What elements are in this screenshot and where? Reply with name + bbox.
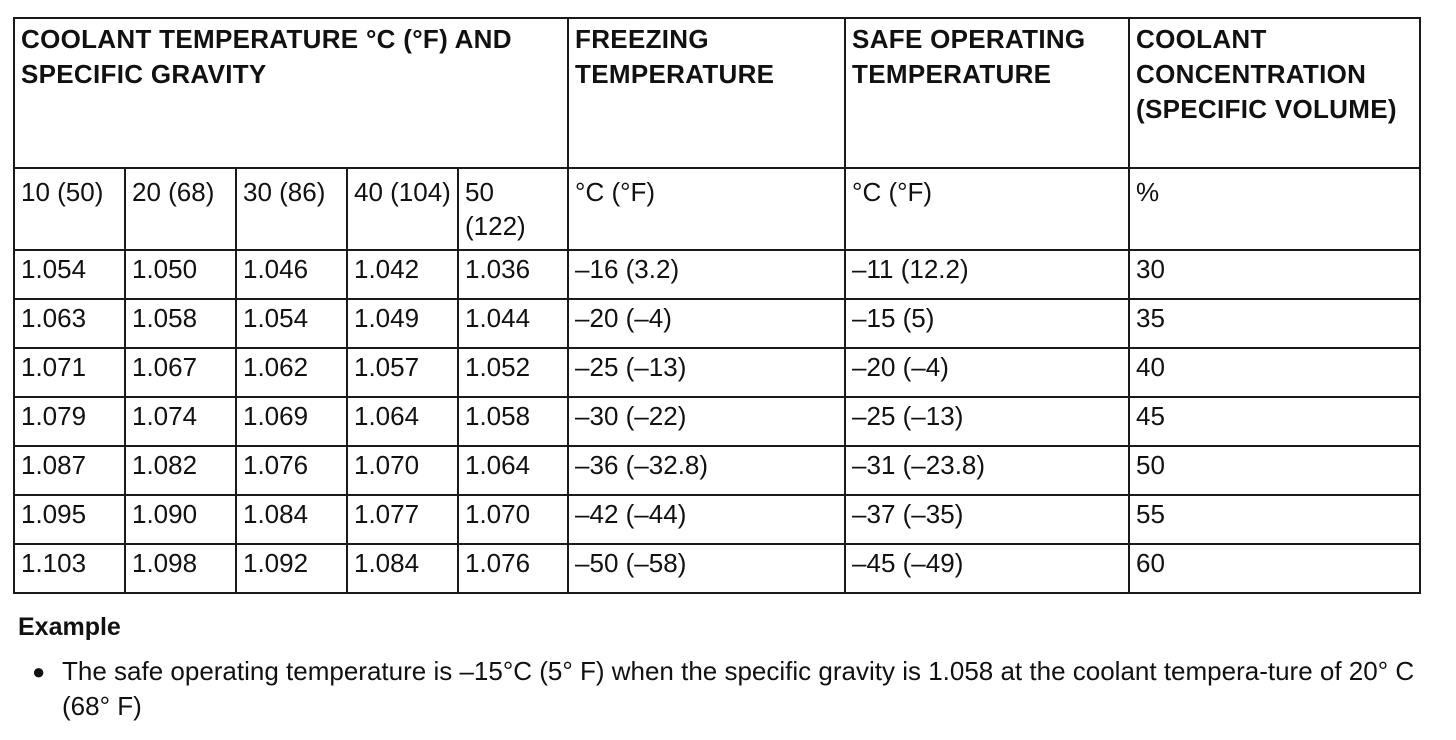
table-cell: 1.070 xyxy=(347,446,458,495)
table-cell: 1.046 xyxy=(236,250,347,299)
table-cell: 55 xyxy=(1129,495,1420,544)
table-cell: 1.098 xyxy=(125,544,236,593)
table-cell: 1.095 xyxy=(14,495,125,544)
table-row xyxy=(14,495,1420,544)
table-cell: –25 (–13) xyxy=(568,348,845,397)
unit-cell: % xyxy=(1129,168,1420,250)
table-cell: 1.067 xyxy=(125,348,236,397)
table-cell: –37 (–35) xyxy=(845,495,1129,544)
header-gravity: COOLANT TEMPERATURE °C (°F) AND SPECIFIC GRAVITY xyxy=(14,18,568,168)
unit-cell: 20 (68) xyxy=(125,168,236,250)
table-cell: 1.063 xyxy=(14,299,125,348)
table-cell: 1.084 xyxy=(236,495,347,544)
table-cell: –20 (–4) xyxy=(568,299,845,348)
unit-cell: °C (°F) xyxy=(845,168,1129,250)
table-cell: –50 (–58) xyxy=(568,544,845,593)
table-cell: 1.071 xyxy=(14,348,125,397)
table-cell: 1.062 xyxy=(236,348,347,397)
example-text: The safe operating temperature is –15°C (5° F) when the specific gravity is 1.058 at the coolant tempera-ture of 20° C (68° F) xyxy=(62,656,1415,721)
table-cell: 1.058 xyxy=(458,397,568,446)
header-concentration: COOLANT CONCENTRATION (SPECIFIC VOLUME) xyxy=(1129,18,1420,168)
table-cell: 35 xyxy=(1129,299,1420,348)
table-cell: 45 xyxy=(1129,397,1420,446)
table-row xyxy=(14,348,1420,397)
table-cell: –16 (3.2) xyxy=(568,250,845,299)
table-cell: 1.077 xyxy=(347,495,458,544)
table-cell: 1.064 xyxy=(458,446,568,495)
table-cell: 1.079 xyxy=(14,397,125,446)
table-cell: 1.050 xyxy=(125,250,236,299)
table-row xyxy=(14,397,1420,446)
table-cell: 1.076 xyxy=(236,446,347,495)
table-cell: 1.036 xyxy=(458,250,568,299)
unit-cell: 30 (86) xyxy=(236,168,347,250)
table-row xyxy=(14,299,1420,348)
table-cell: 1.070 xyxy=(458,495,568,544)
table-cell: 1.082 xyxy=(125,446,236,495)
table-cell: –20 (–4) xyxy=(845,348,1129,397)
example-title: Example xyxy=(18,613,121,641)
example-section xyxy=(18,612,1433,724)
table-cell: –15 (5) xyxy=(845,299,1129,348)
bullet-dot-icon: ● xyxy=(32,659,46,684)
header-safe-operating: SAFE OPERATING TEMPERATURE xyxy=(845,18,1129,168)
table-row xyxy=(14,446,1420,495)
table-cell: 50 xyxy=(1129,446,1420,495)
table-cell: –30 (–22) xyxy=(568,397,845,446)
example-item xyxy=(32,654,1433,724)
table-cell: 1.064 xyxy=(347,397,458,446)
table-cell: 60 xyxy=(1129,544,1420,593)
table-row xyxy=(14,544,1420,593)
unit-cell: 50 (122) xyxy=(458,168,568,250)
table-cell: 1.044 xyxy=(458,299,568,348)
table-cell: 40 xyxy=(1129,348,1420,397)
table-cell: –36 (–32.8) xyxy=(568,446,845,495)
table-cell: –42 (–44) xyxy=(568,495,845,544)
table-cell: –11 (12.2) xyxy=(845,250,1129,299)
example-list xyxy=(18,654,1433,724)
table-row xyxy=(14,250,1420,299)
unit-cell: 40 (104) xyxy=(347,168,458,250)
unit-cell: °C (°F) xyxy=(568,168,845,250)
table-cell: 1.090 xyxy=(125,495,236,544)
table-cell: 1.103 xyxy=(14,544,125,593)
unit-cell: 10 (50) xyxy=(14,168,125,250)
table-header-row xyxy=(14,18,1420,168)
table-cell: 1.049 xyxy=(347,299,458,348)
header-freezing: FREEZING TEMPERATURE xyxy=(568,18,845,168)
table-cell: 1.058 xyxy=(125,299,236,348)
table-cell: 1.042 xyxy=(347,250,458,299)
table-cell: 1.074 xyxy=(125,397,236,446)
table-cell: 1.092 xyxy=(236,544,347,593)
coolant-table xyxy=(13,17,1421,594)
table-cell: 1.069 xyxy=(236,397,347,446)
table-cell: –31 (–23.8) xyxy=(845,446,1129,495)
table-cell: 1.054 xyxy=(14,250,125,299)
units-row xyxy=(14,168,1420,250)
table-cell: 1.076 xyxy=(458,544,568,593)
table-cell: 1.054 xyxy=(236,299,347,348)
table-cell: –45 (–49) xyxy=(845,544,1129,593)
table-cell: –25 (–13) xyxy=(845,397,1129,446)
table-cell: 1.087 xyxy=(14,446,125,495)
table-cell: 1.057 xyxy=(347,348,458,397)
table-cell: 1.052 xyxy=(458,348,568,397)
table-cell: 30 xyxy=(1129,250,1420,299)
table-cell: 1.084 xyxy=(347,544,458,593)
